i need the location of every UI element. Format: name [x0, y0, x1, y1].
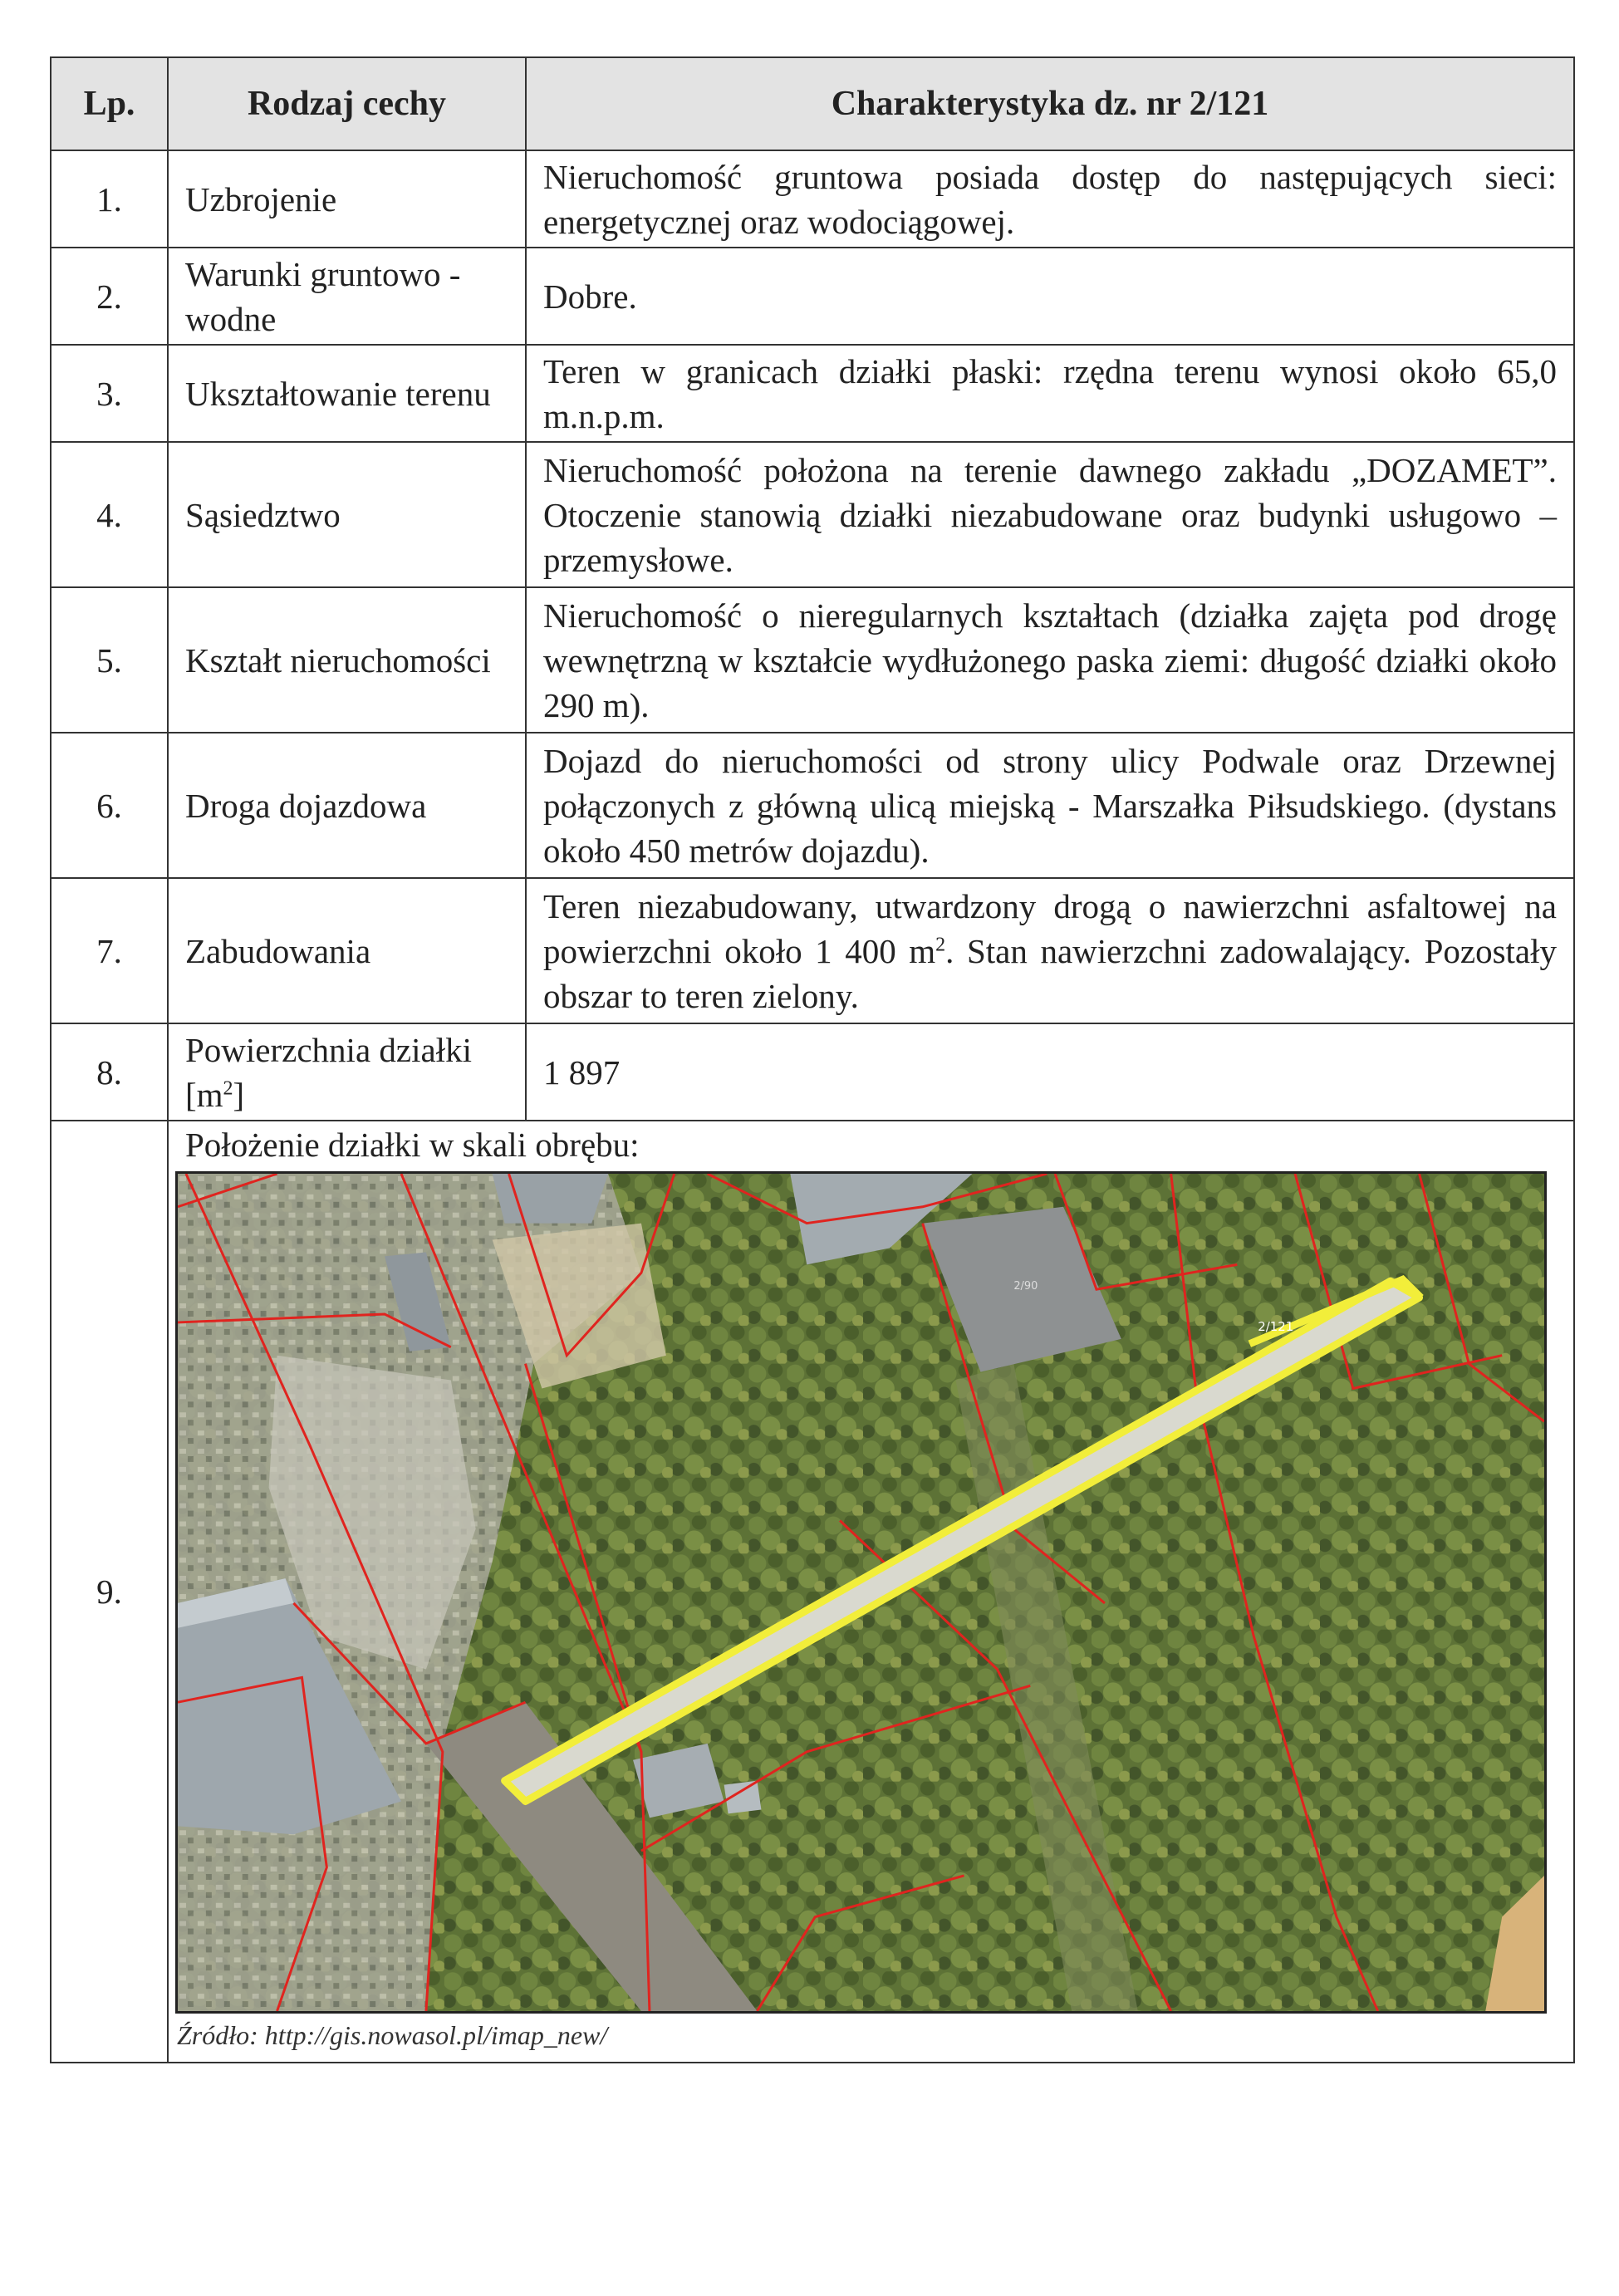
header-feature: Rodzaj cechy: [168, 57, 526, 150]
row-description: Nieruchomość gruntowa posiada dostęp do następujących sieci: energetycznej oraz wodociągowej.: [526, 150, 1574, 248]
property-characteristics-table: [50, 56, 1575, 2063]
row-description: Teren w granicach działki płaski: rzędna terenu wynosi około 65,0 m.n.p.m.: [526, 345, 1574, 442]
row-description: Dobre.: [526, 248, 1574, 345]
map-source: Źródło: http://gis.nowasol.pl/imap_new/: [177, 2020, 608, 2050]
row-number: 4.: [51, 442, 168, 587]
table-row: [51, 345, 1574, 442]
header-row: [51, 57, 1574, 150]
table-row: [51, 1121, 1574, 2063]
map-caption: Położenie działki w skali obrębu:: [185, 1126, 640, 1164]
row-number: 9.: [51, 1121, 168, 2063]
row-feature: Zabudowania: [168, 878, 526, 1023]
row-number: 6.: [51, 733, 168, 878]
header-description: Charakterystyka dz. nr 2/121: [526, 57, 1574, 150]
description-text: Teren niezabudowany, utwardzony drogą o nawierzchni asfaltowej na powierzchni około 1 400 m: [543, 886, 1557, 970]
row-number: 2.: [51, 248, 168, 345]
row-number: 5.: [51, 587, 168, 733]
aerial-map: [175, 1171, 1547, 2014]
parcel-label-neighbor: 2/90: [1013, 1280, 1038, 1293]
superscript: 2: [935, 933, 946, 955]
map-cell: [168, 1121, 1574, 2063]
row-number: 1.: [51, 150, 168, 248]
table-row: [51, 442, 1574, 587]
header-lp: Lp.: [51, 57, 168, 150]
row-description: Dojazd do nieruchomości od strony ulicy Podwale oraz Drzewnej połączonych z główną ulicą miejską - Marszałka Piłsudskiego. (dystans około 450 metrów dojazdu).: [526, 733, 1574, 878]
row-feature: Uzbrojenie: [168, 150, 526, 248]
row-feature: Kształt nieruchomości: [168, 587, 526, 733]
superscript: 2: [223, 1077, 233, 1099]
row-description: Nieruchomość o nieregularnych kształtach (działka zajęta pod drogę wewnętrzną w kształcie wydłużonego paska ziemi: długość działki około 290 m).: [526, 587, 1574, 733]
table-row: [51, 248, 1574, 345]
table-row: [51, 587, 1574, 733]
table-row: [51, 733, 1574, 878]
feature-text: ]: [233, 1075, 245, 1114]
table-row: [51, 1023, 1574, 1121]
parcel-label-target: 2/121: [1258, 1318, 1294, 1334]
row-feature: [168, 1023, 526, 1121]
row-feature: Droga dojazdowa: [168, 733, 526, 878]
parcel-area-value: 1 897: [526, 1023, 1574, 1121]
table-row: [51, 878, 1574, 1023]
row-feature: Ukształtowanie terenu: [168, 345, 526, 442]
feature-text: Powierzchnia działki [m: [185, 1030, 472, 1114]
table-row: [51, 150, 1574, 248]
description-text: . Stan nawierzchni zadowalający. Pozostały obszar to teren zielony.: [543, 931, 1557, 1015]
row-number: 8.: [51, 1023, 168, 1121]
aerial-map-image: [178, 1174, 1544, 2011]
row-number: 7.: [51, 878, 168, 1023]
row-description: [526, 878, 1574, 1023]
row-description: Nieruchomość położona na terenie dawnego zakładu „DOZAMET”. Otoczenie stanowią działki niezabudowane oraz budynki usługowo – przemysłowe.: [526, 442, 1574, 587]
row-feature: Sąsiedztwo: [168, 442, 526, 587]
row-feature: Warunki gruntowo - wodne: [168, 248, 526, 345]
row-number: 3.: [51, 345, 168, 442]
